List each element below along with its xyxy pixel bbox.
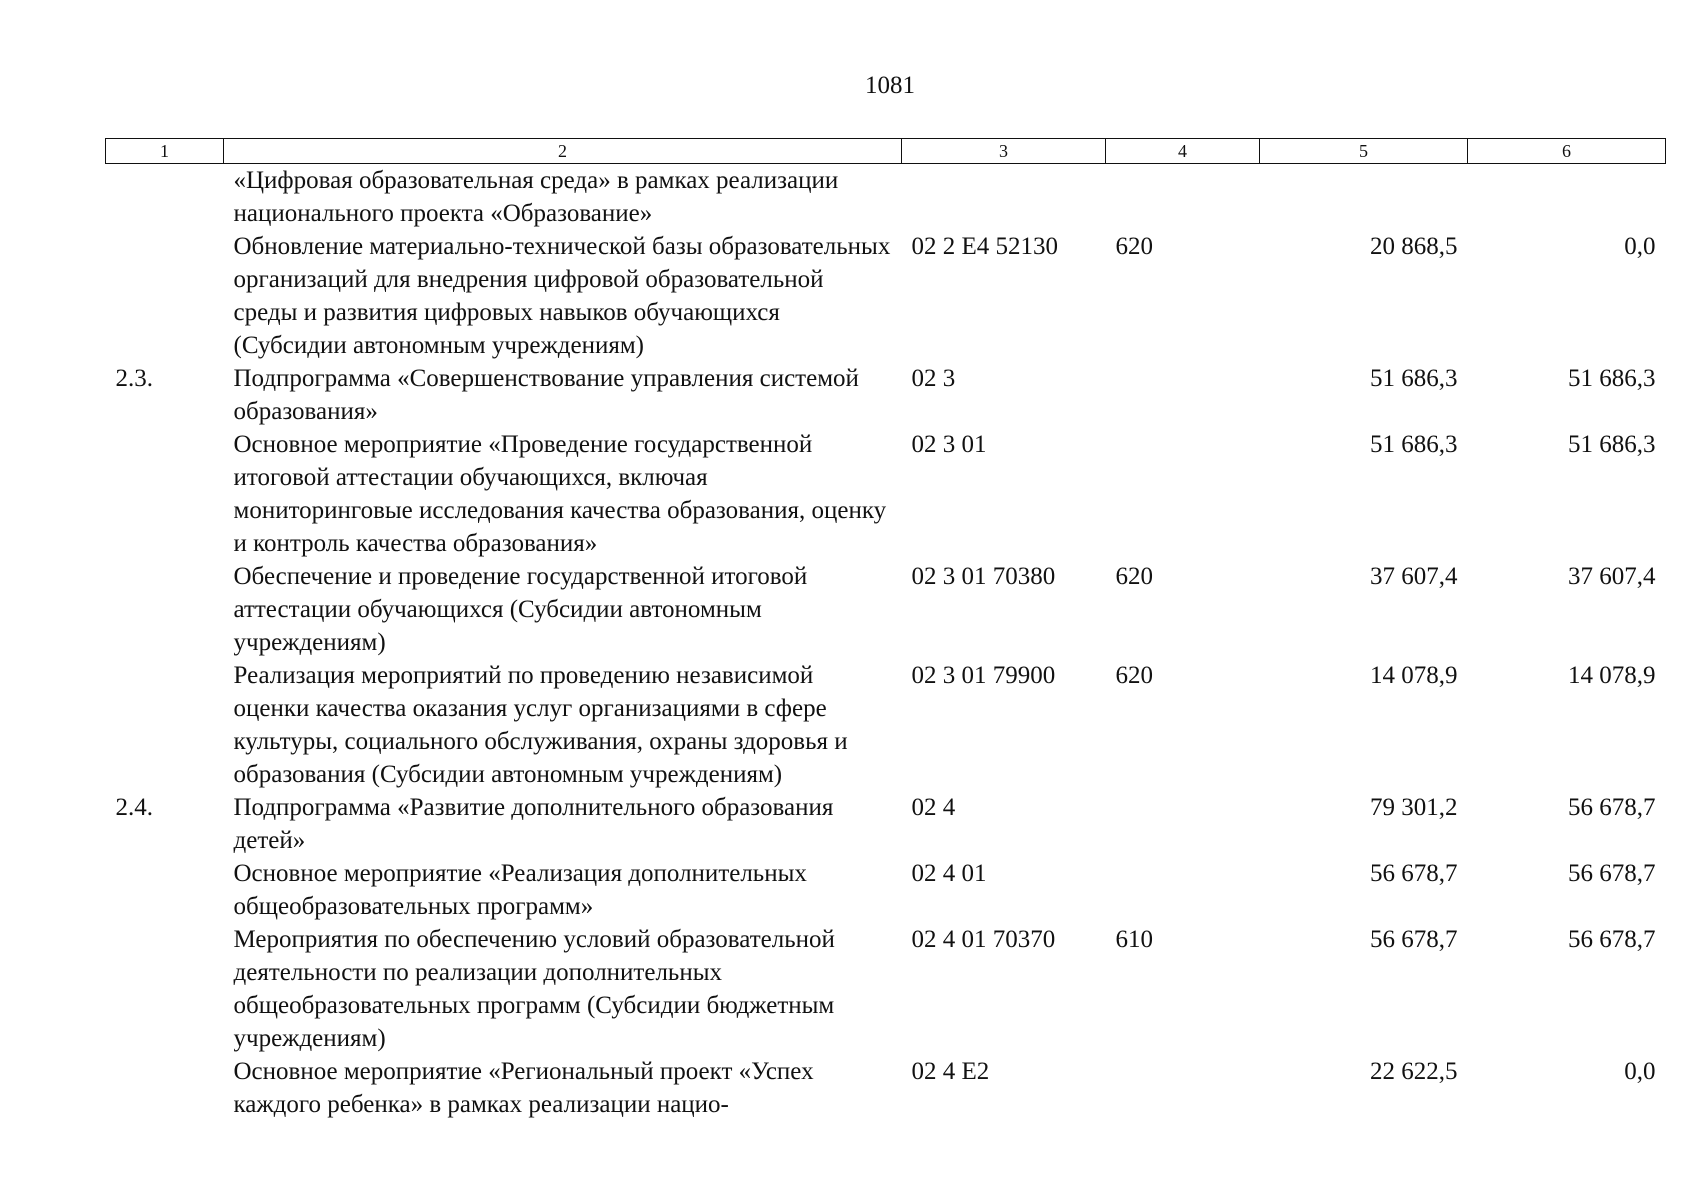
row-expense-type: 610 xyxy=(1115,926,1153,953)
row-amount-col6: 0,0 xyxy=(1624,233,1656,260)
row-code: 02 3 xyxy=(911,365,956,392)
row-number: 2.3. xyxy=(115,365,153,392)
row-amount-col6: 56 678,7 xyxy=(1568,926,1656,953)
row-amount-col6: 14 078,9 xyxy=(1568,662,1656,689)
row-expense-type xyxy=(1106,362,1260,428)
column-header: 6 xyxy=(1468,139,1666,164)
row-code xyxy=(902,164,1106,231)
row-name: Реализация мероприятий по проведению независимой оценки качества оказания услуг организациями в сфере культуры, социального обслуживания, охраны здоровья и образования (Субсидии автономным учреждениям) xyxy=(233,662,848,788)
row-code: 02 3 01 70380 xyxy=(911,563,1056,590)
row-name: Подпрограмма «Совершенствование управления системой образования» xyxy=(233,365,859,425)
table-row xyxy=(106,560,1666,659)
row-amount-col5: 51 686,3 xyxy=(1370,431,1458,458)
row-expense-type: 620 xyxy=(1115,233,1153,260)
page-number: 1081 xyxy=(865,72,915,99)
table-row xyxy=(106,362,1666,428)
row-number xyxy=(106,1055,224,1121)
row-expense-type xyxy=(1106,164,1260,231)
row-amount-col5: 22 622,5 xyxy=(1370,1058,1458,1085)
row-code: 02 3 01 xyxy=(911,431,987,458)
column-header: 2 xyxy=(224,139,902,164)
row-amount-col6 xyxy=(1468,164,1666,231)
row-name: Обновление материально-технической базы образовательных организаций для внедрения цифровой образовательной среды и развития цифровых навыков обучающихся (Субсидии автономным учреждениям) xyxy=(233,233,891,359)
table-row xyxy=(106,164,1666,231)
row-name: Основное мероприятие «Региональный проект «Успех каждого ребенка» в рамках реализации нацио- xyxy=(233,1058,814,1118)
row-expense-type: 620 xyxy=(1115,563,1153,590)
row-amount-col6: 37 607,4 xyxy=(1568,563,1656,590)
row-amount-col6: 0,0 xyxy=(1624,1058,1656,1085)
row-code: 02 4 01 70370 xyxy=(911,926,1056,953)
row-expense-type xyxy=(1106,1055,1260,1121)
row-expense-type xyxy=(1106,857,1260,923)
table-body xyxy=(106,164,1666,1122)
row-name: «Цифровая образовательная среда» в рамках реализации национального проекта «Образование» xyxy=(233,167,839,227)
row-amount-col5: 79 301,2 xyxy=(1370,794,1458,821)
table-row xyxy=(106,791,1666,857)
row-amount-col6: 56 678,7 xyxy=(1568,794,1656,821)
table-row xyxy=(106,230,1666,362)
row-expense-type xyxy=(1106,791,1260,857)
column-header: 3 xyxy=(902,139,1106,164)
table-row xyxy=(106,428,1666,560)
row-amount-col6: 51 686,3 xyxy=(1568,365,1656,392)
row-amount-col6: 51 686,3 xyxy=(1568,431,1656,458)
column-header: 4 xyxy=(1106,139,1260,164)
row-code: 02 2 E4 52130 xyxy=(911,233,1059,260)
row-number xyxy=(106,923,224,1055)
header-row xyxy=(106,139,1666,164)
row-number xyxy=(106,560,224,659)
row-amount-col5: 56 678,7 xyxy=(1370,926,1458,953)
row-number: 2.4. xyxy=(115,794,153,821)
column-header: 5 xyxy=(1260,139,1468,164)
row-code: 02 4 xyxy=(911,794,956,821)
row-code: 02 4 E2 xyxy=(911,1058,990,1085)
table-row xyxy=(106,1055,1666,1121)
row-amount-col5: 51 686,3 xyxy=(1370,365,1458,392)
column-header: 1 xyxy=(106,139,224,164)
row-name: Основное мероприятие «Проведение государственной итоговой аттестации обучающихся, включая мониторинговые исследования качества образования, оценку и контроль качества образования» xyxy=(233,431,887,557)
table-row xyxy=(106,923,1666,1055)
row-number xyxy=(106,230,224,362)
row-name: Мероприятия по обеспечению условий образовательной деятельности по реализации дополнительных общеобразовательных программ (Субсидии бюджетным учреждениям) xyxy=(233,926,835,1052)
row-code: 02 4 01 xyxy=(911,860,987,887)
table-row xyxy=(106,659,1666,791)
row-number xyxy=(106,428,224,560)
row-code: 02 3 01 79900 xyxy=(911,662,1056,689)
row-name: Обеспечение и проведение государственной итоговой аттестации обучающихся (Субсидии автономным учреждениям) xyxy=(233,563,808,656)
table-row xyxy=(106,857,1666,923)
row-amount-col5 xyxy=(1260,164,1468,231)
row-number xyxy=(106,857,224,923)
budget-table xyxy=(105,138,1666,1121)
row-expense-type xyxy=(1106,428,1260,560)
row-name: Подпрограмма «Развитие дополнительного образования детей» xyxy=(233,794,834,854)
row-expense-type: 620 xyxy=(1115,662,1153,689)
row-name: Основное мероприятие «Реализация дополнительных общеобразовательных программ» xyxy=(233,860,807,920)
row-number xyxy=(106,659,224,791)
row-amount-col5: 37 607,4 xyxy=(1370,563,1458,590)
row-amount-col6: 56 678,7 xyxy=(1568,860,1656,887)
row-amount-col5: 14 078,9 xyxy=(1370,662,1458,689)
row-number xyxy=(106,164,224,231)
row-amount-col5: 20 868,5 xyxy=(1370,233,1458,260)
row-amount-col5: 56 678,7 xyxy=(1370,860,1458,887)
